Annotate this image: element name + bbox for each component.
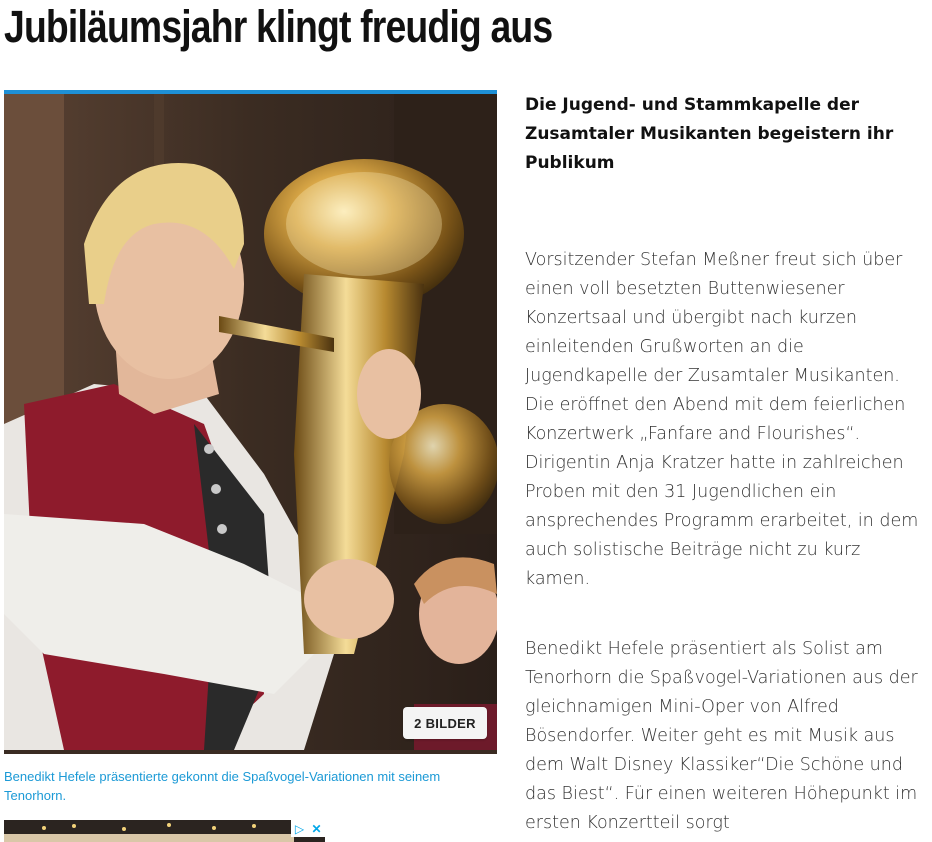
article-paragraph: Vorsitzender Stefan Meßner freut sich über einen voll besetzten Buttenwiesener Konzertsaal und übergibt nach kurzen einleitenden Grußworten an die Jugendkapelle der Zusamtaler Musikanten. Die eröffnet den Abend mit dem feierlichen Konzertwerk „Fanfare and Flourishes“. Dirigentin Anja Kratzer hatte in zahlreichen Proben mit den 31 Jugendlichen ein ansprechendes Programm erarbeitet, in dem auch solistische Beiträge nicht zu kurz kamen. [525, 250, 919, 589]
gallery-count-button[interactable]: 2 BILDER [403, 707, 487, 739]
article-headline: Jubiläumsjahr klingt freudig aus [4, 1, 553, 52]
photo-caption: Benedikt Hefele präsentierte gekonnt die Spaßvogel-Variationen mit seinem Tenorhorn. [4, 769, 441, 803]
ad-image [4, 820, 325, 842]
ad-close-icon[interactable]: ✕ [308, 820, 325, 837]
adchoices-icon[interactable]: ▷ [291, 820, 308, 837]
article-subheadline: Die Jugend- und Stammkapelle der Zusamtaler Musikanten begeistern ihr Publikum [525, 95, 894, 173]
article-photo[interactable] [4, 90, 497, 754]
photo-illustration [4, 94, 497, 750]
article-paragraph: Benedikt Hefele präsentiert als Solist am Tenorhorn die Spaßvogel-Variationen aus der gleichnamigen Mini-Oper von Alfred Bösendorfer. Weiter geht es mit Musik aus dem Walt Disney Klassiker“Die Schöne und das Biest“. Für einen weiteren Höhepunkt im ersten Konzertteil sorgt [525, 639, 918, 833]
advertisement-banner[interactable] [4, 820, 325, 842]
